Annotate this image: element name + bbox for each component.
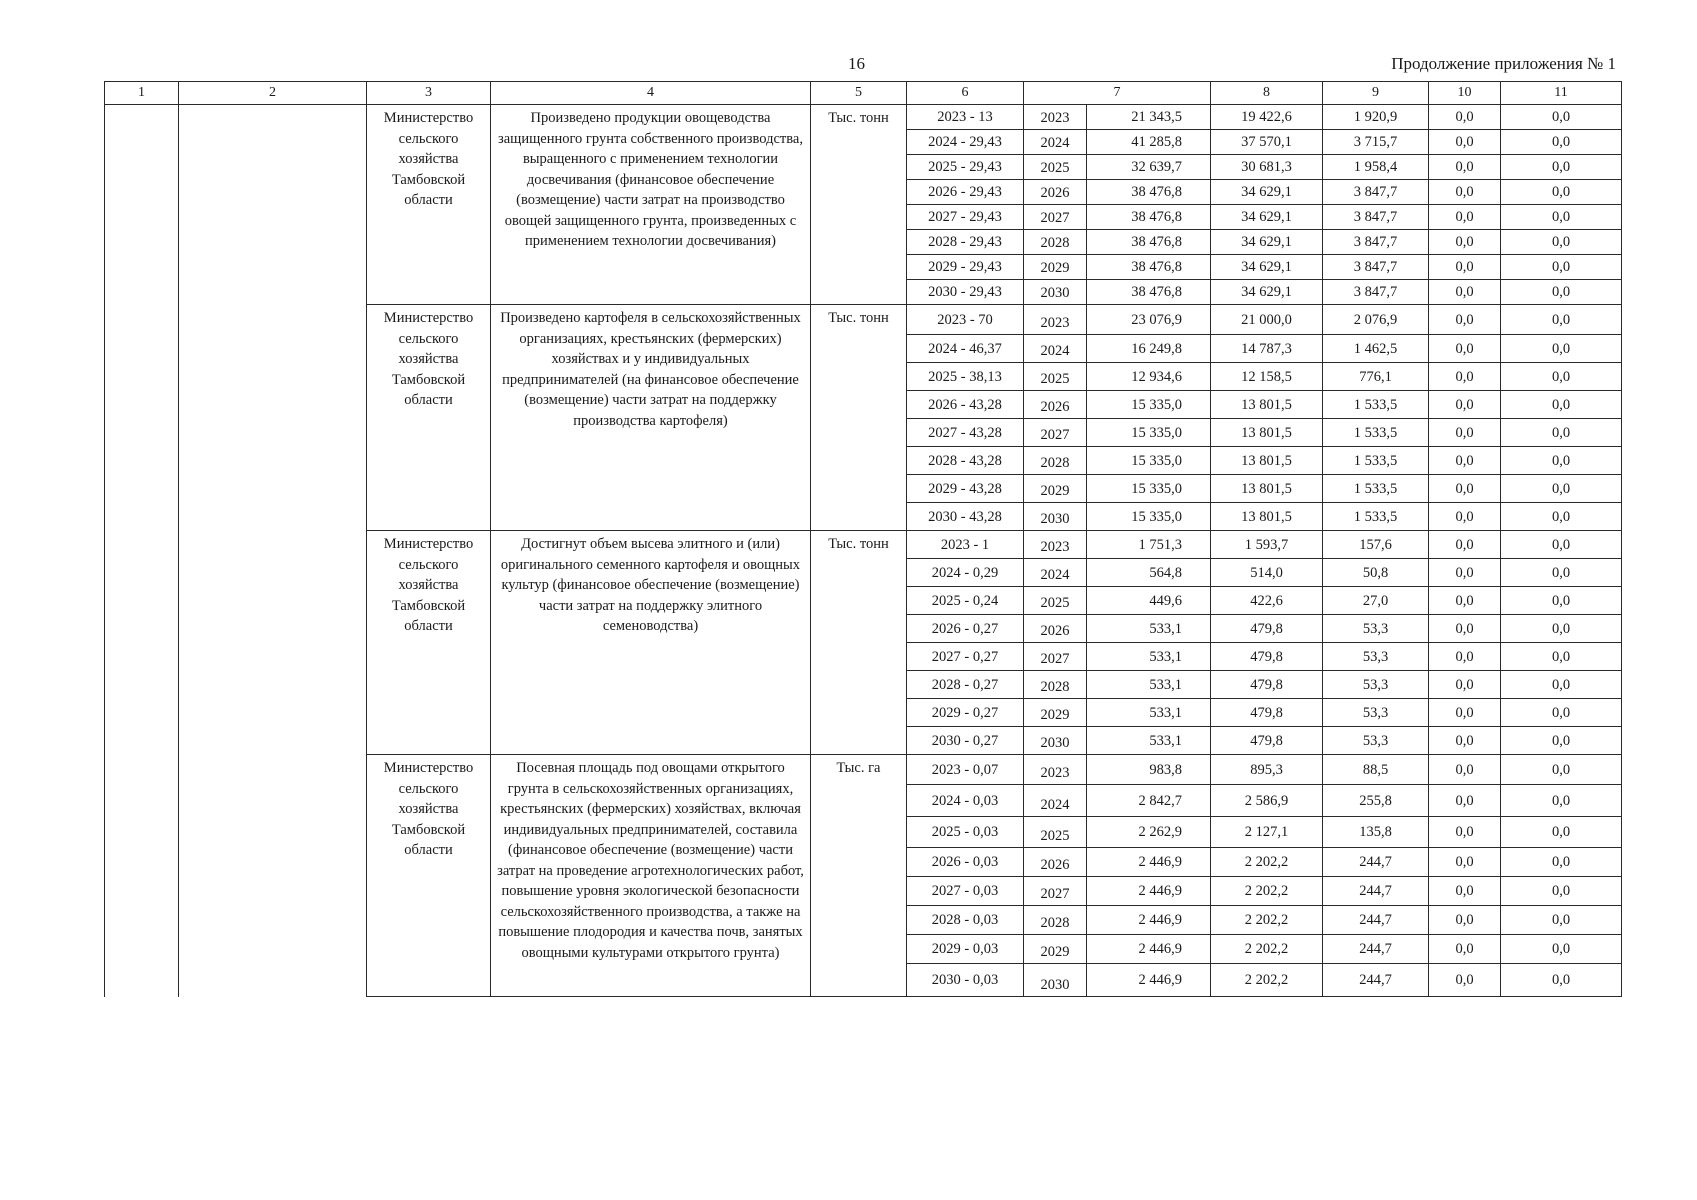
amount-col11: 0,0 — [1501, 848, 1622, 877]
target-value: 2030 - 0,27 — [907, 727, 1024, 755]
amount-col10: 0,0 — [1429, 105, 1501, 130]
amount-col10: 0,0 — [1429, 155, 1501, 180]
amount-col10: 0,0 — [1429, 475, 1501, 503]
year: 2026 — [1024, 848, 1087, 877]
year: 2030 — [1024, 727, 1087, 755]
amount-col8: 13 801,5 — [1211, 503, 1323, 531]
amount-col9: 1 533,5 — [1323, 503, 1429, 531]
target-value: 2024 - 0,03 — [907, 785, 1024, 817]
year: 2023 — [1024, 105, 1087, 130]
total-amount: 449,6 — [1087, 587, 1211, 615]
target-value: 2030 - 43,28 — [907, 503, 1024, 531]
amount-col10: 0,0 — [1429, 280, 1501, 305]
table-row — [105, 105, 1622, 130]
amount-col8: 2 202,2 — [1211, 906, 1323, 935]
year: 2028 — [1024, 447, 1087, 475]
amount-col11: 0,0 — [1501, 671, 1622, 699]
amount-col11: 0,0 — [1501, 615, 1622, 643]
column-header: 3 — [367, 82, 491, 105]
target-value: 2030 - 0,03 — [907, 964, 1024, 997]
amount-col11: 0,0 — [1501, 205, 1622, 230]
amount-col9: 88,5 — [1323, 755, 1429, 785]
target-value: 2029 - 29,43 — [907, 255, 1024, 280]
target-value: 2026 - 43,28 — [907, 391, 1024, 419]
amount-col11: 0,0 — [1501, 559, 1622, 587]
year: 2024 — [1024, 559, 1087, 587]
amount-col8: 34 629,1 — [1211, 205, 1323, 230]
amount-col10: 0,0 — [1429, 671, 1501, 699]
year: 2023 — [1024, 755, 1087, 785]
amount-col10: 0,0 — [1429, 503, 1501, 531]
column-header: 8 — [1211, 82, 1323, 105]
amount-col9: 135,8 — [1323, 817, 1429, 848]
amount-col8: 21 000,0 — [1211, 305, 1323, 335]
amount-col10: 0,0 — [1429, 964, 1501, 997]
year: 2029 — [1024, 699, 1087, 727]
amount-col8: 479,8 — [1211, 671, 1323, 699]
target-value: 2027 - 29,43 — [907, 205, 1024, 230]
amount-col8: 2 202,2 — [1211, 848, 1323, 877]
total-amount: 38 476,8 — [1087, 205, 1211, 230]
target-value: 2024 - 0,29 — [907, 559, 1024, 587]
year: 2030 — [1024, 503, 1087, 531]
amount-col9: 244,7 — [1323, 964, 1429, 997]
amount-col9: 244,7 — [1323, 877, 1429, 906]
target-value: 2026 - 0,27 — [907, 615, 1024, 643]
column-header: 4 — [491, 82, 811, 105]
amount-col8: 34 629,1 — [1211, 255, 1323, 280]
amount-col9: 27,0 — [1323, 587, 1429, 615]
year: 2028 — [1024, 906, 1087, 935]
amount-col11: 0,0 — [1501, 391, 1622, 419]
amount-col11: 0,0 — [1501, 699, 1622, 727]
year: 2024 — [1024, 785, 1087, 817]
amount-col11: 0,0 — [1501, 280, 1622, 305]
amount-col9: 3 847,7 — [1323, 280, 1429, 305]
total-amount: 2 262,9 — [1087, 817, 1211, 848]
amount-col10: 0,0 — [1429, 130, 1501, 155]
amount-col9: 3 847,7 — [1323, 230, 1429, 255]
target-value: 2030 - 29,43 — [907, 280, 1024, 305]
target-value: 2023 - 0,07 — [907, 755, 1024, 785]
year: 2027 — [1024, 643, 1087, 671]
amount-col10: 0,0 — [1429, 363, 1501, 391]
amount-col11: 0,0 — [1501, 964, 1622, 997]
amount-col8: 2 586,9 — [1211, 785, 1323, 817]
amount-col11: 0,0 — [1501, 447, 1622, 475]
amount-col9: 53,3 — [1323, 727, 1429, 755]
amount-col11: 0,0 — [1501, 587, 1622, 615]
column-header: 9 — [1323, 82, 1429, 105]
amount-col10: 0,0 — [1429, 419, 1501, 447]
responsible-executor: Министерство сельского хозяйства Тамбовской области — [367, 305, 491, 531]
indicator-description: Достигнут объем высева элитного и (или) оригинального семенного картофеля и овощных культур (финансовое обеспечение (возмещение) части затрат на поддержку элитного семеноводства) — [491, 531, 811, 755]
amount-col10: 0,0 — [1429, 559, 1501, 587]
page-number: 16 — [848, 54, 865, 73]
table-body — [105, 105, 1622, 997]
total-amount: 564,8 — [1087, 559, 1211, 587]
year: 2027 — [1024, 205, 1087, 230]
total-amount: 15 335,0 — [1087, 447, 1211, 475]
amount-col8: 34 629,1 — [1211, 180, 1323, 205]
amount-col11: 0,0 — [1501, 105, 1622, 130]
amount-col8: 34 629,1 — [1211, 280, 1323, 305]
target-value: 2023 - 13 — [907, 105, 1024, 130]
target-value: 2025 - 38,13 — [907, 363, 1024, 391]
empty-cell-col1 — [105, 105, 179, 997]
total-amount: 2 842,7 — [1087, 785, 1211, 817]
year: 2023 — [1024, 531, 1087, 559]
column-header: 10 — [1429, 82, 1501, 105]
amount-col8: 12 158,5 — [1211, 363, 1323, 391]
amount-col8: 37 570,1 — [1211, 130, 1323, 155]
unit-of-measure: Тыс. тонн — [811, 105, 907, 305]
amount-col9: 53,3 — [1323, 643, 1429, 671]
target-value: 2025 - 29,43 — [907, 155, 1024, 180]
year: 2029 — [1024, 935, 1087, 964]
total-amount: 16 249,8 — [1087, 335, 1211, 363]
target-value: 2027 - 43,28 — [907, 419, 1024, 447]
amount-col11: 0,0 — [1501, 335, 1622, 363]
amount-col9: 255,8 — [1323, 785, 1429, 817]
amount-col10: 0,0 — [1429, 391, 1501, 419]
amount-col8: 13 801,5 — [1211, 475, 1323, 503]
amount-col11: 0,0 — [1501, 503, 1622, 531]
amount-col8: 479,8 — [1211, 615, 1323, 643]
amount-col11: 0,0 — [1501, 305, 1622, 335]
year: 2029 — [1024, 255, 1087, 280]
amount-col9: 1 462,5 — [1323, 335, 1429, 363]
column-header: 7 — [1024, 82, 1211, 105]
year: 2026 — [1024, 391, 1087, 419]
amount-col8: 479,8 — [1211, 643, 1323, 671]
amount-col10: 0,0 — [1429, 848, 1501, 877]
amount-col8: 34 629,1 — [1211, 230, 1323, 255]
amount-col8: 19 422,6 — [1211, 105, 1323, 130]
amount-col11: 0,0 — [1501, 230, 1622, 255]
amount-col11: 0,0 — [1501, 935, 1622, 964]
total-amount: 21 343,5 — [1087, 105, 1211, 130]
total-amount: 2 446,9 — [1087, 848, 1211, 877]
program-funding-table — [104, 81, 1622, 997]
amount-col10: 0,0 — [1429, 230, 1501, 255]
indicator-description: Произведено картофеля в сельскохозяйственных организациях, крестьянских (фермерских) хозяйствах и у индивидуальных предпринимателей (на финансовое обеспечение (возмещение) части затрат на поддержку производства картофеля) — [491, 305, 811, 531]
amount-col8: 2 202,2 — [1211, 935, 1323, 964]
year: 2026 — [1024, 615, 1087, 643]
target-value: 2028 - 29,43 — [907, 230, 1024, 255]
amount-col11: 0,0 — [1501, 255, 1622, 280]
year: 2030 — [1024, 280, 1087, 305]
amount-col9: 1 533,5 — [1323, 391, 1429, 419]
amount-col11: 0,0 — [1501, 475, 1622, 503]
total-amount: 23 076,9 — [1087, 305, 1211, 335]
amount-col10: 0,0 — [1429, 877, 1501, 906]
target-value: 2026 - 0,03 — [907, 848, 1024, 877]
total-amount: 12 934,6 — [1087, 363, 1211, 391]
target-value: 2029 - 43,28 — [907, 475, 1024, 503]
amount-col9: 244,7 — [1323, 906, 1429, 935]
target-value: 2029 - 0,27 — [907, 699, 1024, 727]
total-amount: 41 285,8 — [1087, 130, 1211, 155]
amount-col11: 0,0 — [1501, 906, 1622, 935]
amount-col10: 0,0 — [1429, 447, 1501, 475]
target-value: 2028 - 43,28 — [907, 447, 1024, 475]
year: 2030 — [1024, 964, 1087, 997]
amount-col9: 776,1 — [1323, 363, 1429, 391]
appendix-continuation-label: Продолжение приложения № 1 — [1391, 54, 1616, 73]
total-amount: 38 476,8 — [1087, 230, 1211, 255]
year: 2027 — [1024, 419, 1087, 447]
amount-col8: 30 681,3 — [1211, 155, 1323, 180]
empty-cell-col2 — [179, 105, 367, 997]
amount-col11: 0,0 — [1501, 180, 1622, 205]
amount-col9: 50,8 — [1323, 559, 1429, 587]
amount-col11: 0,0 — [1501, 817, 1622, 848]
amount-col9: 244,7 — [1323, 935, 1429, 964]
total-amount: 533,1 — [1087, 643, 1211, 671]
year: 2023 — [1024, 305, 1087, 335]
amount-col11: 0,0 — [1501, 130, 1622, 155]
total-amount: 1 751,3 — [1087, 531, 1211, 559]
amount-col11: 0,0 — [1501, 531, 1622, 559]
target-value: 2028 - 0,27 — [907, 671, 1024, 699]
amount-col10: 0,0 — [1429, 727, 1501, 755]
year: 2027 — [1024, 877, 1087, 906]
indicator-description: Посевная площадь под овощами открытого грунта в сельскохозяйственных организациях, крестьянских (фермерских) хозяйствах, включая индивидуальных предпринимателей, составила (финансовое обеспечение (возмещение) части затрат на проведение агротехнологических работ, повышение уровня экологической безопасности сельскохозяйственного производства, а также на повышение плодородия и качества почв, занятых овощными культурами открытого грунта) — [491, 755, 811, 997]
unit-of-measure: Тыс. тонн — [811, 531, 907, 755]
year: 2025 — [1024, 155, 1087, 180]
target-value: 2029 - 0,03 — [907, 935, 1024, 964]
target-value: 2025 - 0,03 — [907, 817, 1024, 848]
year: 2025 — [1024, 363, 1087, 391]
total-amount: 38 476,8 — [1087, 255, 1211, 280]
amount-col8: 13 801,5 — [1211, 419, 1323, 447]
amount-col9: 3 847,7 — [1323, 180, 1429, 205]
amount-col8: 13 801,5 — [1211, 447, 1323, 475]
total-amount: 32 639,7 — [1087, 155, 1211, 180]
year: 2028 — [1024, 671, 1087, 699]
year: 2024 — [1024, 335, 1087, 363]
amount-col10: 0,0 — [1429, 615, 1501, 643]
target-value: 2024 - 46,37 — [907, 335, 1024, 363]
column-header: 1 — [105, 82, 179, 105]
total-amount: 15 335,0 — [1087, 503, 1211, 531]
total-amount: 2 446,9 — [1087, 877, 1211, 906]
amount-col9: 3 847,7 — [1323, 205, 1429, 230]
amount-col8: 479,8 — [1211, 699, 1323, 727]
amount-col11: 0,0 — [1501, 755, 1622, 785]
amount-col9: 53,3 — [1323, 699, 1429, 727]
amount-col8: 479,8 — [1211, 727, 1323, 755]
amount-col10: 0,0 — [1429, 817, 1501, 848]
target-value: 2028 - 0,03 — [907, 906, 1024, 935]
responsible-executor: Министерство сельского хозяйства Тамбовской области — [367, 105, 491, 305]
amount-col9: 53,3 — [1323, 671, 1429, 699]
total-amount: 38 476,8 — [1087, 180, 1211, 205]
amount-col9: 157,6 — [1323, 531, 1429, 559]
amount-col10: 0,0 — [1429, 935, 1501, 964]
target-value: 2023 - 70 — [907, 305, 1024, 335]
amount-col11: 0,0 — [1501, 877, 1622, 906]
target-value: 2024 - 29,43 — [907, 130, 1024, 155]
target-value: 2025 - 0,24 — [907, 587, 1024, 615]
amount-col9: 244,7 — [1323, 848, 1429, 877]
total-amount: 15 335,0 — [1087, 391, 1211, 419]
year: 2026 — [1024, 180, 1087, 205]
column-header: 5 — [811, 82, 907, 105]
amount-col8: 2 202,2 — [1211, 964, 1323, 997]
amount-col11: 0,0 — [1501, 785, 1622, 817]
total-amount: 533,1 — [1087, 615, 1211, 643]
amount-col10: 0,0 — [1429, 180, 1501, 205]
amount-col10: 0,0 — [1429, 906, 1501, 935]
amount-col9: 1 533,5 — [1323, 475, 1429, 503]
amount-col9: 3 715,7 — [1323, 130, 1429, 155]
target-value: 2026 - 29,43 — [907, 180, 1024, 205]
amount-col8: 2 127,1 — [1211, 817, 1323, 848]
target-value: 2027 - 0,27 — [907, 643, 1024, 671]
amount-col10: 0,0 — [1429, 643, 1501, 671]
total-amount: 533,1 — [1087, 699, 1211, 727]
responsible-executor: Министерство сельского хозяйства Тамбовской области — [367, 531, 491, 755]
amount-col10: 0,0 — [1429, 587, 1501, 615]
total-amount: 2 446,9 — [1087, 935, 1211, 964]
amount-col10: 0,0 — [1429, 755, 1501, 785]
amount-col8: 1 593,7 — [1211, 531, 1323, 559]
amount-col8: 14 787,3 — [1211, 335, 1323, 363]
column-header: 2 — [179, 82, 367, 105]
amount-col9: 1 533,5 — [1323, 419, 1429, 447]
column-header: 6 — [907, 82, 1024, 105]
amount-col9: 1 533,5 — [1323, 447, 1429, 475]
amount-col9: 1 958,4 — [1323, 155, 1429, 180]
amount-col8: 13 801,5 — [1211, 391, 1323, 419]
total-amount: 533,1 — [1087, 727, 1211, 755]
amount-col8: 895,3 — [1211, 755, 1323, 785]
unit-of-measure: Тыс. тонн — [811, 305, 907, 531]
amount-col11: 0,0 — [1501, 363, 1622, 391]
amount-col10: 0,0 — [1429, 335, 1501, 363]
amount-col9: 2 076,9 — [1323, 305, 1429, 335]
amount-col11: 0,0 — [1501, 419, 1622, 447]
total-amount: 983,8 — [1087, 755, 1211, 785]
year: 2025 — [1024, 817, 1087, 848]
total-amount: 15 335,0 — [1087, 419, 1211, 447]
year: 2025 — [1024, 587, 1087, 615]
year: 2029 — [1024, 475, 1087, 503]
amount-col9: 3 847,7 — [1323, 255, 1429, 280]
amount-col8: 422,6 — [1211, 587, 1323, 615]
total-amount: 533,1 — [1087, 671, 1211, 699]
amount-col10: 0,0 — [1429, 699, 1501, 727]
amount-col11: 0,0 — [1501, 643, 1622, 671]
indicator-description: Произведено продукции овощеводства защищенного грунта собственного производства, выращенного с применением технологии досвечивания (финансовое обеспечение (возмещение) части затрат на производство овощей защищенного грунта, произведенных с применением технологии досвечивания) — [491, 105, 811, 305]
amount-col10: 0,0 — [1429, 255, 1501, 280]
amount-col10: 0,0 — [1429, 305, 1501, 335]
total-amount: 38 476,8 — [1087, 280, 1211, 305]
amount-col10: 0,0 — [1429, 205, 1501, 230]
unit-of-measure: Тыс. га — [811, 755, 907, 997]
target-value: 2023 - 1 — [907, 531, 1024, 559]
responsible-executor: Министерство сельского хозяйства Тамбовской области — [367, 755, 491, 997]
total-amount: 2 446,9 — [1087, 964, 1211, 997]
amount-col11: 0,0 — [1501, 155, 1622, 180]
amount-col10: 0,0 — [1429, 531, 1501, 559]
year: 2024 — [1024, 130, 1087, 155]
total-amount: 15 335,0 — [1087, 475, 1211, 503]
amount-col9: 53,3 — [1323, 615, 1429, 643]
amount-col11: 0,0 — [1501, 727, 1622, 755]
total-amount: 2 446,9 — [1087, 906, 1211, 935]
column-header: 11 — [1501, 82, 1622, 105]
year: 2028 — [1024, 230, 1087, 255]
column-number-row — [105, 82, 1622, 105]
target-value: 2027 - 0,03 — [907, 877, 1024, 906]
amount-col10: 0,0 — [1429, 785, 1501, 817]
amount-col8: 514,0 — [1211, 559, 1323, 587]
amount-col8: 2 202,2 — [1211, 877, 1323, 906]
amount-col9: 1 920,9 — [1323, 105, 1429, 130]
